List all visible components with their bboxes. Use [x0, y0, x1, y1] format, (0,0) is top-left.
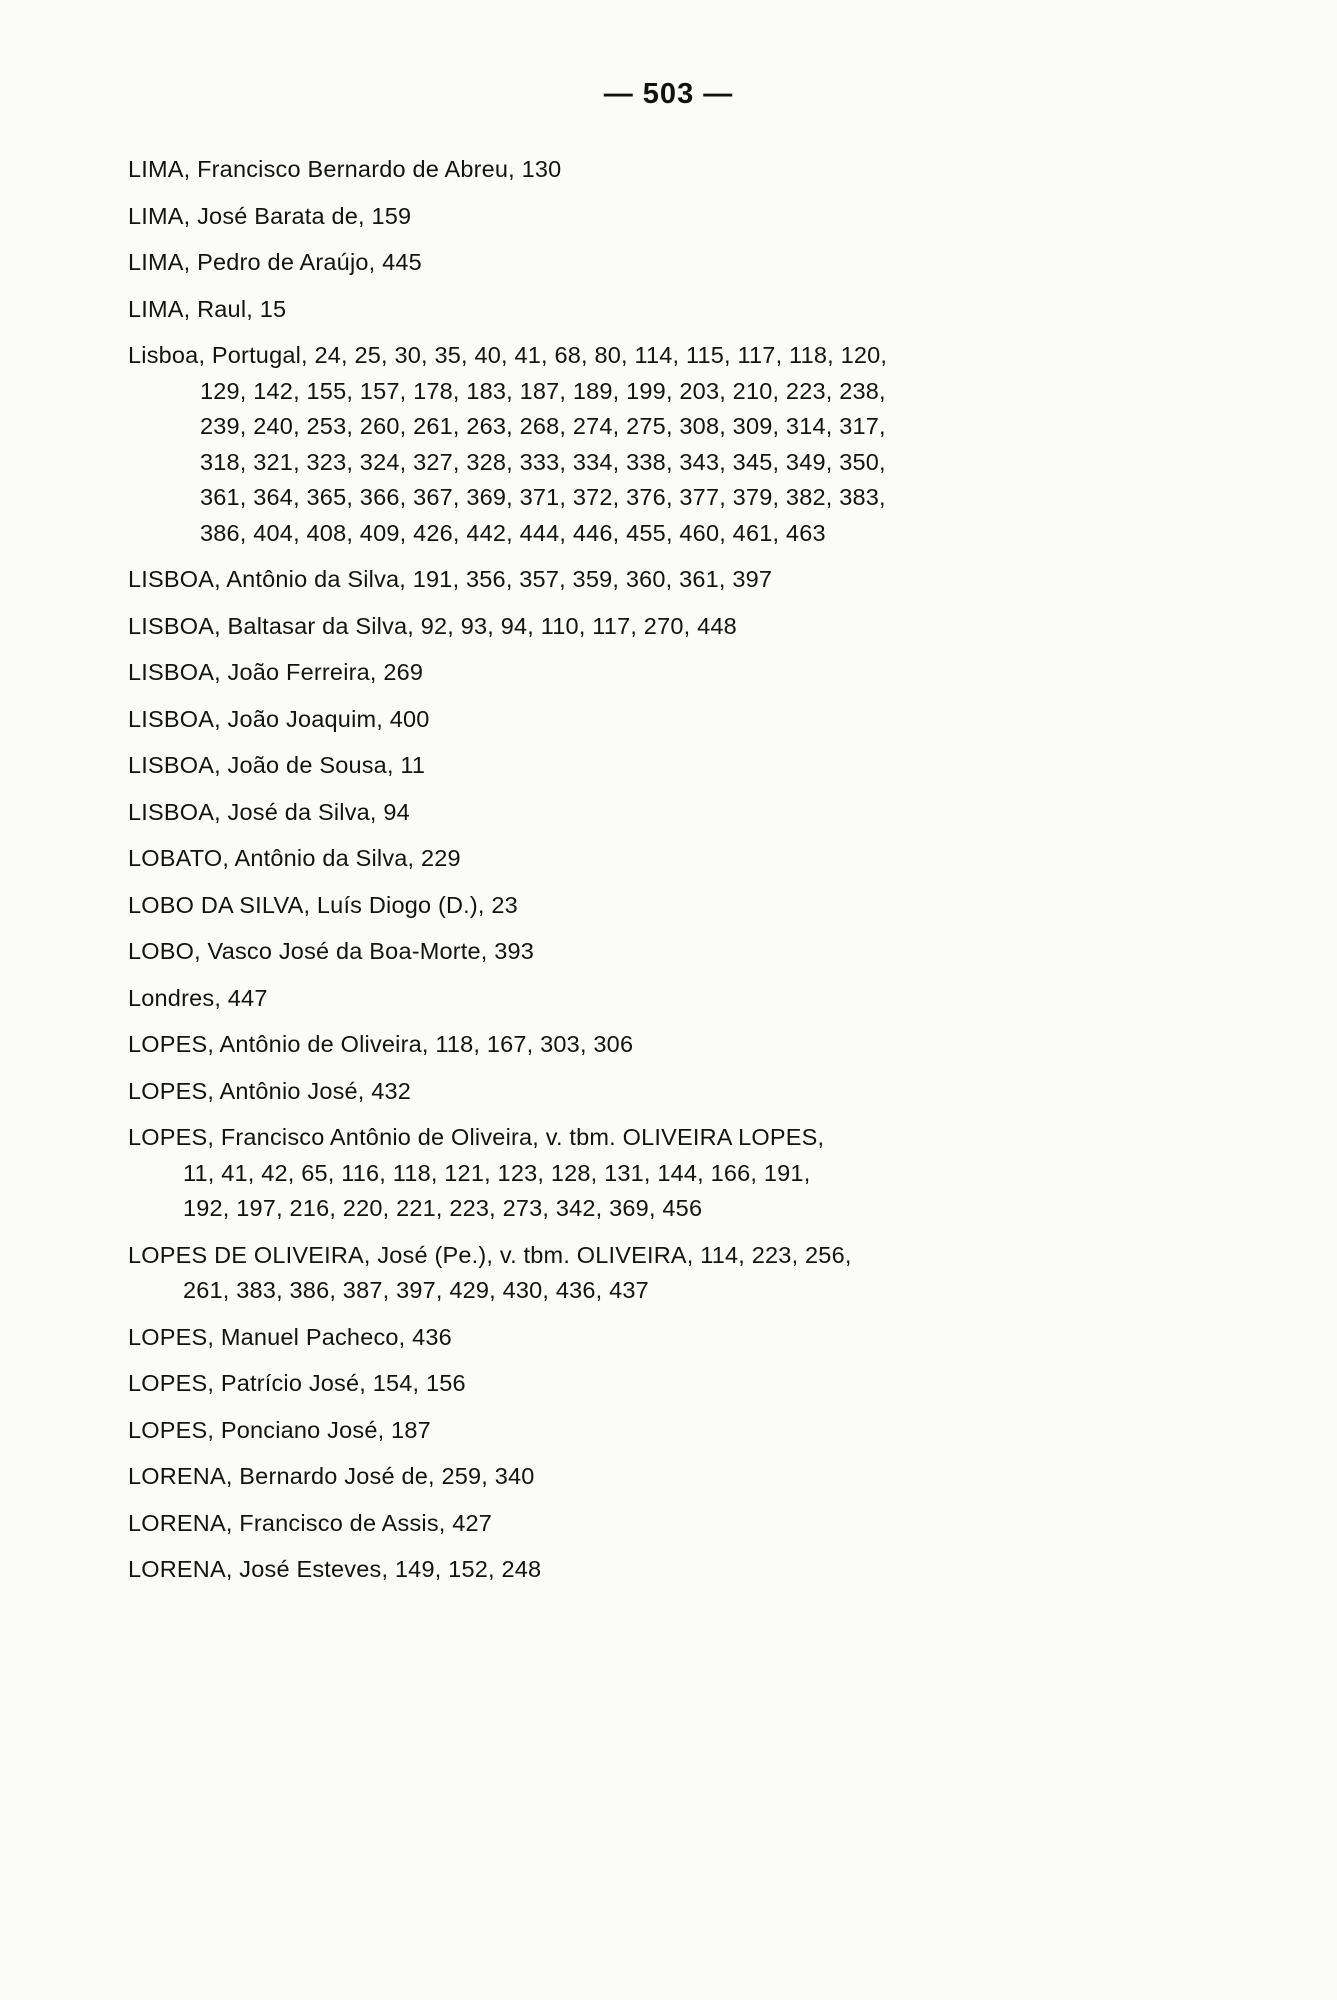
index-entry	[128, 984, 1228, 1011]
index-entry	[128, 1033, 1228, 1057]
index-entry-line: LISBOA, José da Silva, 94	[128, 798, 410, 825]
index-entry-line: LORENA, José Esteves, 149, 152, 248	[128, 1556, 542, 1582]
page-number: — 503 —	[603, 78, 734, 110]
index-entry-line: 361, 364, 365, 366, 367, 369, 371, 372, 376, 377, 379, 382, 383,	[200, 484, 886, 510]
index-entry	[128, 1372, 1228, 1396]
index-entry	[128, 1558, 1228, 1582]
index-entry	[128, 891, 1228, 918]
index-entry-line: Londres, 447	[128, 984, 268, 1011]
index-entry-line: LISBOA, Baltasar da Silva, 92, 93, 94, 110, 117, 270, 448	[128, 612, 737, 639]
index-entry	[128, 1465, 1228, 1489]
index-entry-line: LIMA, Raul, 15	[128, 295, 287, 322]
index-entry	[128, 754, 1228, 778]
index-entry-line: LOPES, Antônio José, 432	[128, 1077, 412, 1104]
index-entry-list	[128, 158, 1228, 1605]
index-entry	[128, 158, 1228, 182]
index-entry-line: LOPES, Patrício José, 154, 156	[128, 1370, 466, 1396]
index-entry-line: LOPES DE OLIVEIRA, José (Pe.), v. tbm. OLIVEIRA, 114, 223, 256,	[128, 1241, 852, 1268]
index-entry	[128, 1241, 1228, 1303]
index-entry	[128, 661, 1228, 685]
index-entry-line: 192, 197, 216, 220, 221, 223, 273, 342, 369, 456	[183, 1195, 703, 1221]
index-entry-line: LISBOA, Antônio da Silva, 191, 356, 357, 359, 360, 361, 397	[128, 566, 773, 592]
index-entry	[128, 798, 1228, 825]
index-entry-line: LOBO, Vasco José da Boa-Morte, 393	[128, 938, 535, 964]
index-entry	[128, 202, 1228, 229]
index-entry-line: LISBOA, João Ferreira, 269	[128, 659, 424, 685]
index-entry	[128, 705, 1228, 732]
index-entry	[128, 1416, 1228, 1443]
index-entry	[128, 940, 1228, 964]
index-entry-line: 386, 404, 408, 409, 426, 442, 444, 446, 455, 460, 461, 463	[200, 519, 826, 546]
index-entry	[128, 1077, 1228, 1104]
index-entry-line: LOPES, Francisco Antônio de Oliveira, v. tbm. OLIVEIRA LOPES,	[128, 1124, 825, 1150]
index-entry-line: 11, 41, 42, 65, 116, 118, 121, 123, 128, 131, 144, 166, 191,	[183, 1159, 811, 1186]
index-entry-line: LIMA, Pedro de Araújo, 445	[128, 249, 422, 275]
index-entry	[128, 568, 1228, 592]
index-entry-line: LIMA, José Barata de, 159	[128, 202, 412, 229]
index-entry-line: 261, 383, 386, 387, 397, 429, 430, 436, 437	[183, 1277, 649, 1303]
index-entry-line: 129, 142, 155, 157, 178, 183, 187, 189, 199, 203, 210, 223, 238,	[200, 377, 886, 404]
index-entry-line: LOPES, Ponciano José, 187	[128, 1416, 431, 1443]
index-entry-line: LOBATO, Antônio da Silva, 229	[128, 845, 461, 871]
index-entry-line: LORENA, Francisco de Assis, 427	[128, 1509, 493, 1536]
index-entry-line: 239, 240, 253, 260, 261, 263, 268, 274, 275, 308, 309, 314, 317,	[200, 413, 886, 439]
index-entry	[128, 344, 1228, 545]
index-entry-line: 318, 321, 323, 324, 327, 328, 333, 334, 338, 343, 345, 349, 350,	[200, 448, 886, 475]
index-entry-line: LIMA, Francisco Bernardo de Abreu, 130	[128, 156, 562, 182]
index-entry-line: LISBOA, João Joaquim, 400	[128, 705, 430, 732]
index-entry	[128, 251, 1228, 275]
index-entry	[128, 847, 1228, 871]
index-entry	[128, 1323, 1228, 1350]
index-entry-line: LORENA, Bernardo José de, 259, 340	[128, 1463, 535, 1489]
index-entry-line: LISBOA, João de Sousa, 11	[128, 752, 426, 778]
index-entry-line: Lisboa, Portugal, 24, 25, 30, 35, 40, 41, 68, 80, 114, 115, 117, 118, 120,	[128, 342, 888, 368]
index-entry	[128, 1509, 1228, 1536]
index-entry	[128, 1126, 1228, 1221]
index-entry-line: LOBO DA SILVA, Luís Diogo (D.), 23	[128, 891, 518, 918]
index-entry	[128, 295, 1228, 322]
index-entry	[128, 612, 1228, 639]
index-entry-line: LOPES, Manuel Pacheco, 436	[128, 1323, 452, 1350]
index-entry-line: LOPES, Antônio de Oliveira, 118, 167, 303, 306	[128, 1031, 634, 1057]
